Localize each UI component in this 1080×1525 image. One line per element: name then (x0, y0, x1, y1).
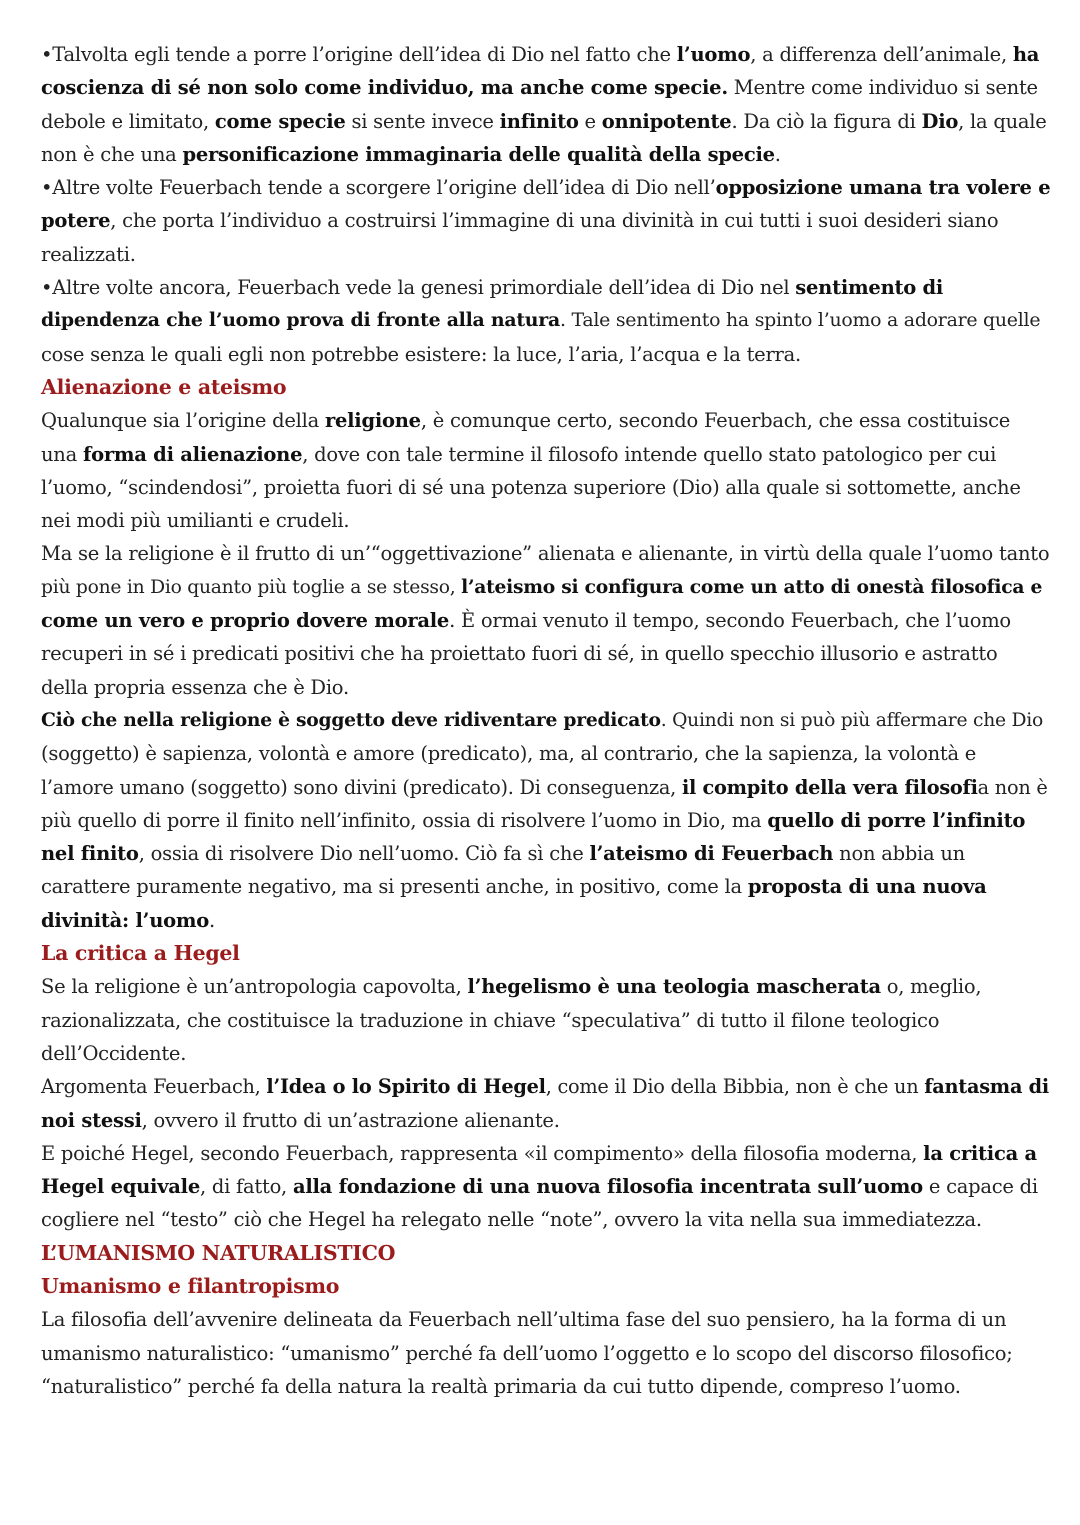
text-line (41, 1037, 1044, 1070)
text-line (41, 1137, 1044, 1170)
text-line (41, 737, 1044, 770)
text-line (41, 238, 1044, 271)
text-line (41, 604, 1044, 637)
text-line (41, 1104, 1044, 1137)
text-line (41, 338, 1044, 371)
text-segment: e capace di (922, 1175, 1038, 1199)
text-line (41, 105, 1047, 138)
text-line (41, 671, 1044, 704)
text-segment: della propria essenza che è Dio. (41, 675, 349, 699)
text-line (41, 704, 1044, 737)
text-line (41, 1070, 1049, 1103)
text-line (41, 904, 1044, 937)
text-line (41, 38, 1044, 71)
bold-text: noi stessi (41, 1108, 142, 1132)
section-heading: La critica a Hegel (41, 941, 240, 966)
text-line (41, 171, 1051, 204)
text-segment: una (41, 442, 83, 466)
bold-text: opposizione umana tra volere e (715, 176, 1051, 200)
text-segment: o, meglio, (880, 975, 982, 999)
text-line (41, 637, 1044, 670)
text-line (41, 870, 1044, 903)
text-line (41, 138, 1044, 171)
text-line (41, 571, 1044, 604)
bold-text: forma di alienazione (82, 442, 303, 466)
bold-text: l’ateismo di Feuerbach (589, 842, 834, 866)
bold-text: l’uomo (676, 43, 751, 66)
text-segment: , ovvero il frutto di un’astrazione alienante. (141, 1108, 560, 1132)
text-segment: E poiché Hegel, secondo Feuerbach, rappresenta «il compimento» della filosofia moderna, (41, 1141, 924, 1165)
text-segment: La filosofia dell’avvenire delineata da Feuerbach nell’ultima fase del suo pensiero, ha la forma di un (41, 1308, 1007, 1332)
text-segment: , di fatto, (199, 1175, 293, 1199)
text-line (41, 837, 1044, 870)
bold-text: come un vero e proprio dovere morale (41, 609, 450, 633)
text-segment: più quello di porre il finito nell’infinito, ossia di risolvere l’uomo in Dio, ma (41, 808, 768, 832)
text-line (41, 471, 1044, 504)
bold-text: divinità: l’uomo (41, 908, 210, 932)
section-heading: Umanismo e filantropismo (41, 1273, 340, 1298)
text-segment: si sente invece (345, 109, 500, 133)
text-segment: “naturalistico” perché fa della natura la realtà primaria da cui tutto dipende, compreso l’uomo. (41, 1374, 961, 1398)
bold-text: proposta di una nuova (747, 875, 987, 899)
text-line (41, 1370, 1044, 1403)
section-heading: Alienazione e ateismo (41, 374, 287, 399)
bold-text: Dio (921, 109, 959, 133)
text-line (41, 271, 1044, 304)
text-line (41, 537, 1050, 570)
text-line (41, 804, 1044, 837)
text-line (41, 970, 1044, 1003)
bold-text: Hegel equivale (41, 1175, 200, 1199)
text-segment: , a differenza dell’animale, (750, 43, 1013, 66)
text-segment: Mentre come individuo si sente (727, 76, 1038, 100)
text-segment: razionalizzata, che costituisce la traduzione in chiave “speculativa” di tutto il filone teologico (41, 1008, 940, 1032)
text-segment: . Tale sentimento ha spinto l’uomo a adorare quelle (559, 309, 1041, 332)
text-segment: Se la religione è un’antropologia capovolta, (41, 975, 468, 999)
bold-text: nel finito (41, 842, 139, 866)
text-segment: . (209, 908, 215, 932)
section-heading: L’UMANISMO NATURALISTICO (41, 1240, 396, 1265)
text-line (41, 1004, 1044, 1037)
text-segment: . Quindi non si può più affermare che Dio (660, 709, 1043, 731)
bold-text: quello di porre l’infinito (767, 808, 1026, 832)
bold-text: infinito (499, 109, 579, 133)
text-segment: nei modi più umilianti e crudeli. (41, 509, 350, 533)
text-segment: Qualunque sia l’origine della (41, 409, 325, 433)
bold-text: religione (324, 409, 421, 433)
bold-text: dipendenza che l’uomo prova di fronte alla natura (41, 309, 560, 332)
text-segment: Argomenta Feuerbach, (41, 1075, 267, 1099)
text-line (41, 438, 1044, 471)
text-segment: cogliere nel “testo” ciò che Hegel ha relegato nelle “note”, ovvero la vita nella sua immediatezza. (41, 1208, 982, 1232)
text-segment: realizzati. (41, 242, 136, 266)
text-segment: , ossia di risolvere Dio nell’uomo. Ciò fa sì che (138, 842, 590, 866)
text-segment: , è comunque certo, secondo Feuerbach, che essa costituisce (420, 409, 1011, 433)
text-segment: . (774, 142, 781, 166)
bold-text: l’hegelismo è una teologia mascherata (467, 975, 881, 999)
text-line (41, 1337, 1044, 1370)
text-segment: , dove con tale termine il filosofo intende quello stato patologico per cui (302, 442, 997, 466)
text-segment: a non è (977, 775, 1048, 799)
text-segment: , la quale (958, 109, 1047, 133)
text-segment: (soggetto) è sapienza, volontà e amore (predicato), ma, al contrario, che la sapienza, la volontà e (41, 742, 977, 766)
text-segment: e (578, 109, 602, 133)
text-line (41, 1203, 1044, 1236)
text-segment: l’amore umano (soggetto) sono divini (predicato). Di conseguenza, (41, 775, 682, 799)
bold-text: la critica a (923, 1141, 1037, 1165)
bold-text: l’Idea o lo Spirito di Hegel (266, 1075, 546, 1099)
text-segment: l’uomo, “scindendosi”, proietta fuori di sé una potenza superiore (Dio) alla quale si sottomette, anche (41, 475, 1021, 499)
text-segment: , che porta l’individuo a costruirsi l’immagine di una divinità in cui tutti i suoi desideri siano (110, 209, 999, 233)
text-line (41, 71, 1044, 104)
text-segment: . È ormai venuto il tempo, secondo Feuerbach, che l’uomo (449, 609, 1011, 633)
text-segment: umanismo naturalistico: “umanismo” perché fa dell’uomo l’oggetto e lo scopo del discorso filosofico; (41, 1341, 1013, 1365)
bold-text: Ciò che nella religione è soggetto deve ridiventare predicato (41, 708, 661, 731)
text-line (41, 304, 1044, 337)
bold-text: coscienza di sé non solo come individuo, ma anche come specie. (41, 76, 728, 100)
bold-text: ha (1012, 43, 1040, 66)
text-segment: non abbia un (833, 842, 965, 866)
text-segment: •Altre volte Feuerbach tende a scorgere l’origine dell’idea di Dio nell’ (41, 176, 716, 200)
bold-text: l’ateismo si configura come un atto di onestà filosofica e (461, 575, 1043, 598)
bold-text: personificazione immaginaria delle qualità della specie (182, 142, 775, 166)
text-line (41, 1303, 1044, 1336)
bold-text: come specie (214, 109, 346, 133)
text-line (41, 404, 1044, 437)
bold-text: alla fondazione di una nuova filosofia incentrata sull’uomo (292, 1175, 923, 1199)
text-segment: Ma se la religione è il frutto di un’“oggettivazione” alienata e alienante, in virtù della quale l’uomo tanto (41, 542, 1050, 566)
bold-text: fantasma di (924, 1075, 1049, 1099)
text-line (41, 204, 1044, 237)
bold-text: sentimento di (795, 276, 944, 300)
bold-text: il compito della vera filosofi (681, 775, 978, 799)
text-segment: carattere puramente negativo, ma si presenti anche, in positivo, come la (41, 875, 748, 899)
text-segment: , come il Dio della Bibbia, non è che un (545, 1075, 925, 1099)
text-segment: •Altre volte ancora, Feuerbach vede la genesi primordiale dell’idea di Dio nel (41, 276, 796, 300)
text-segment: •Talvolta egli tende a porre l’origine dell’idea di Dio nel fatto che (41, 43, 677, 66)
text-segment: non è che una (41, 142, 183, 166)
text-line (41, 1170, 1044, 1203)
text-segment: più pone in Dio quanto più toglie a se stesso, (41, 576, 462, 598)
text-segment: cose senza le quali egli non potrebbe esistere: la luce, l’aria, l’acqua e la terra. (41, 342, 801, 366)
text-segment: debole e limitato, (41, 109, 215, 133)
text-segment: dell’Occidente. (41, 1041, 187, 1065)
bold-text: onnipotente (601, 109, 732, 133)
text-segment: . Da ciò la figura di (731, 109, 922, 133)
text-line (41, 771, 1048, 804)
text-line (41, 504, 1044, 537)
text-segment: recuperi in sé i predicati positivi che ha proiettato fuori di sé, in quello specchio illusorio e astratto (41, 642, 998, 666)
bold-text: potere (41, 209, 111, 233)
